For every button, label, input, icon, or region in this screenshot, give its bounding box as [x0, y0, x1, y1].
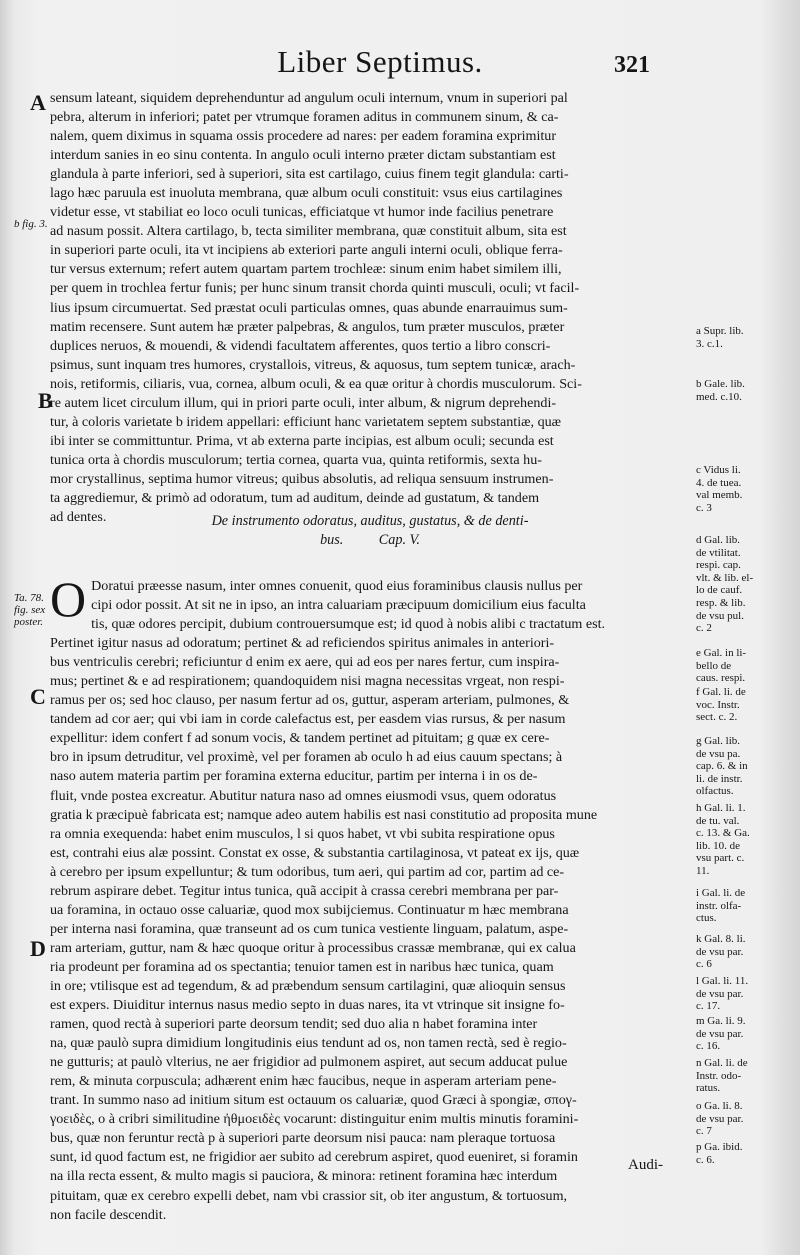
text-line: bro in ipsum detruditur, vel proximè, vel per foramen ab oculo h ad eius cauum spectans; à [50, 749, 563, 766]
note-line: val memb. [696, 489, 743, 502]
text-line: Doratui præesse nasum, inter omnes conuenit, quod eius foraminibus clausis nullus per [91, 578, 583, 594]
note-line: c. 2 [696, 622, 712, 635]
note-line: 4. de tuea. [696, 476, 742, 489]
text-line: ad dentes. [50, 509, 107, 526]
note-line: de vsu par. [696, 1027, 744, 1040]
text-line: ua foramina, in octauo osse caluariæ, quod mox subijciemus. Continuatur m hæc membrana [50, 901, 569, 918]
margin-note [696, 975, 796, 1013]
text-line: tur versus externum; refert autem quartam partem trochleæ: sinum enim habet similem illi, [50, 261, 562, 278]
margin-note [696, 933, 796, 971]
text-line: nalem, quem diximus in squama ossis procedere ad nares: per eadem foramina exprimitur [50, 128, 557, 145]
text-line: per interna nasi foramina, quæ transeunt ad os cum tunica vestiente linguam, palatum, aspe- [50, 920, 569, 937]
note-line: c. 13. & Ga. [696, 827, 750, 840]
note-line: c. 6 [696, 958, 712, 971]
note-line: de vsu par. [696, 987, 744, 1000]
text-line: ne gutturis; at paulò vlterius, ne aer frigidior ad pulmonem aspiret, aut secum adducat pulue [50, 1054, 568, 1071]
note-line: de tu. val. [696, 814, 740, 827]
note-line: c. 7 [696, 1125, 712, 1138]
text-line: naso autem materia partim per foramina externa educitur, partim per interna i in os de- [50, 768, 538, 785]
text-line: interdum sanies in eo sinu contenta. In angulo oculi interno præter dictam substantiam est [50, 147, 556, 164]
running-title: Liber Septimus. [277, 44, 483, 79]
note-line: i Gal. li. de [696, 887, 746, 899]
note-line: n Gal. li. de [696, 1057, 748, 1069]
note-line: ratus. [696, 1082, 721, 1095]
text-line: mor crystallinus, septima humor vitreus; quibus absolutis, ad reliqua sensuum instrumen- [50, 470, 554, 487]
margin-note [696, 1100, 796, 1138]
note-line: l Gal. li. 11. [696, 975, 749, 987]
text-line: tis, quæ odores percipit, dubium controuersumque est; id quod à nobis alibi c tractatum est. [91, 616, 606, 633]
text-line: mus; pertinet & e ad respirationem; quandoquidem nisi magna necessitas vrgeat, non respi- [50, 673, 565, 690]
margin-note [696, 464, 796, 514]
margin-note [696, 735, 796, 798]
text-line: tunica orta à chordis musculorum; tertia cornea, quarta vua, quinta retiformis, sexta hu- [50, 451, 542, 468]
text-line: videtur esse, vt stabiliat eo loco oculi tunicas, efficiatque vt humor inde facilius penetrare [50, 204, 554, 221]
note-line: lib. 10. de [696, 839, 740, 852]
note-line: resp. & lib. [696, 596, 746, 609]
text-line: tandem ad cor aer; qui vbi iam in corde calefactus est, per easdem vias rursus, & per nasum [50, 711, 566, 728]
text-line: per quem in trochlea fertur funis; per hunc sinum transit chorda quinti musculi, oculi; vt facil- [50, 280, 580, 297]
margin-note [696, 325, 796, 350]
note-line: de vsu par. [696, 1112, 744, 1125]
note-line: a Supr. lib. [696, 325, 744, 337]
text-line: ram arteriam, guttur, nam & hæc quoque oritur à processibus crassæ membranæ, qui ex calua [50, 939, 576, 956]
margin-note [696, 802, 796, 878]
note-line: de vsu par. [696, 945, 744, 958]
note-line: g Gal. lib. [696, 735, 740, 747]
text-line: pituitam, quæ ex cerebro expelli debet, nam vbi crassior sit, ob iter angustum, & tortuosum, [50, 1187, 568, 1204]
note-line: respi. cap. [696, 559, 741, 572]
text-line: expellitur: idem confert f ad sonum vocis, & tandem pertinet ad pituitam; g quæ ex cere- [50, 730, 550, 747]
note-line: vlt. & lib. el- [696, 571, 754, 584]
note-line: med. c.10. [696, 390, 742, 403]
text-line: Pertinet igitur nasus ad odoratum; pertinet & ad reficiendos spiritus animales in anteriori- [50, 635, 555, 652]
note-line: poster. [14, 616, 44, 628]
text-line: nois, retiformis, ciliaris, vua, cornea, album oculi, & ea quæ oritur à chordis musculorum. Sci- [50, 375, 582, 392]
note-line: p Ga. ibid. [696, 1141, 743, 1153]
margin-note [696, 378, 796, 403]
note-line: lo de cauf. [696, 584, 743, 597]
margin-note [696, 686, 796, 724]
margin-note [696, 647, 796, 685]
catchword: Audi- [628, 1157, 663, 1173]
text-line: trant. In summo naso ad initium situm est octauum os caluariæ, quod Græci à spongiæ, σπογ- [50, 1092, 577, 1109]
text-line: matim recensere. Sunt autem hæ præter palpebras, & angulos, tum præter musculos, præter [50, 318, 565, 335]
text-line: γοειδὲς, o à cribri similitudine ἠθμοειδὲς vocarunt: distinguitur enim multis minutis foramini- [50, 1111, 579, 1128]
text-line: ra omnia exequenda: habet enim musculos, l si quos habet, vt vbi subita respiratione opus [50, 825, 555, 842]
text-line: tur, à coloris varietate b iridem appellari: efficiunt hanc varietatem septem substantiæ, quæ [50, 413, 562, 430]
section-letter-b: B [38, 388, 53, 413]
note-line: voc. Instr. [696, 698, 740, 711]
note-line: c. 6. [696, 1153, 715, 1166]
note-line: ctus. [696, 912, 717, 925]
note-line: de vsu pul. [696, 609, 744, 622]
text-line: psimus, sunt inquam tres humores, crystallois, vitreus, & aquosus, tum septem tunicæ, arach- [50, 356, 576, 373]
text-line: gratia k præcipuè fabricata est; namque adeo autem habilis est nasi constitutio ad proposita mune [50, 806, 598, 823]
text-line: ad nasum possit. Altera cartilago, b, tecta similiter membrana, quæ constituit album, sita est [50, 223, 567, 240]
text-line: ta aggrediemur, & primò ad odoratum, tum ad auditum, deinde ad gustatum, & tandem [50, 489, 540, 506]
section-letter-c: C [30, 684, 46, 709]
note-line: c Vidus li. [696, 464, 741, 476]
body-text-top [50, 89, 690, 527]
text-line: ria prodeunt per foramina ad os spectantia; tenuior tamen est in naribus hæc tunica, quam [50, 958, 554, 975]
body-text-bottom [50, 571, 690, 1225]
note-line: de vsu pa. [696, 747, 741, 760]
margin-note [696, 1015, 796, 1053]
note-line: h Gal. li. 1. [696, 802, 746, 814]
chapter-title-cont [50, 531, 690, 550]
note-line: e Gal. in li- [696, 647, 747, 659]
drop-capital: O [50, 571, 87, 627]
note-line: b Gale. lib. [696, 378, 745, 390]
note-line: 3. c.1. [696, 337, 723, 350]
text-line: duplices neruos, & mouendi, & videndi facultatem afferentes, quos tertio a libro conscri- [50, 337, 551, 354]
text-line: ramen, quod rectà à superiori parte deorsum tendit; sed duo alia n habet foramina inter [50, 1016, 538, 1033]
text-line: fluit, vnde postea excreatur. Abutitur natura naso ad omnes eiusmodi vsus, quem odoratus [50, 787, 557, 804]
text-line: bus ventriculis cerebri; reficiuntur d enim ex aere, qui ad eos per nares fertur, cum inspira- [50, 654, 560, 671]
chapter-heading [50, 512, 690, 550]
text-line: pebra, alterum in inferiori; patet per vtrumque foramen aditus in communem sinum, & ca- [50, 109, 559, 126]
note-line: k Gal. 8. li. [696, 933, 746, 945]
note-line: c. 3 [696, 501, 712, 514]
running-head [0, 44, 800, 84]
chapter-title-end: bus. [320, 532, 344, 548]
text-line: re autem licet circulum illum, qui in priori parte oculi, inter album, & nigrum deprehendi- [50, 394, 557, 411]
text-line: sensum lateant, siquidem deprehenduntur ad angulum oculi internum, vnum in superiori pal [50, 90, 568, 106]
text-line: est expers. Diuiditur internus nasus medio septo in duas nares, ita vt vtrinque sit insigne fo- [50, 997, 565, 1014]
chapter-title: De instrumento odoratus, auditus, gustatus, & de denti- [211, 513, 529, 529]
section-letter-d: D [30, 936, 46, 961]
text-line: rebrum aspirare debet. Tegitur intus tunica, quã accipit à crassa cerebri membrana per par- [50, 882, 559, 899]
note-line: d Gal. lib. [696, 534, 740, 546]
left-margin-note-table [14, 592, 45, 628]
note-line: f Gal. li. de [696, 686, 746, 698]
text-line: sunt, id quod factum est, ne frigidior aer subito ad cerebrum aspiret, quod eueniret, si foramin [50, 1149, 578, 1166]
page-number: 321 [614, 52, 650, 78]
margin-note [696, 1057, 796, 1095]
text-line: rem, & minuta corpuscula; adhærent enim hæc faucibus, neque in asperam arteriam pene- [50, 1073, 557, 1090]
note-line: caus. respi. [696, 672, 746, 685]
text-line: na illa recta essent, & multo magis si pauciora, & minora: retinent foramina hæc interdum [50, 1168, 558, 1185]
margin-note [696, 534, 796, 635]
text-line: lago hæc paruula est inuoluta membrana, quæ album oculi constituit: vsus eius cartilagines [50, 185, 563, 202]
text-line: cipi odor possit. At sit ne in ipso, an intra caluariam præcipuum domicilium eius faculta [91, 597, 586, 614]
note-line: de vtilitat. [696, 546, 741, 559]
note-line: o Ga. li. 8. [696, 1100, 743, 1112]
note-line: fig. sex [14, 604, 46, 616]
text-line: na, quæ paulò supra dimidium longitudinis eius tendunt ad os, non tamen rectà, sed è regio- [50, 1035, 567, 1052]
text-line: in superiori parte oculi, ita vt incipiens ab exteriori parte anguli interni oculi, oblique ferra- [50, 242, 563, 259]
note-line: cap. 6. & in [696, 760, 748, 773]
text-line: ramus per os; sed hoc clauso, per nasum fertur ad os, guttur, asperam arteriam, pulmones, & [50, 692, 570, 709]
margin-note [696, 1141, 796, 1166]
note-line: li. de instr. [696, 772, 743, 785]
text-line: in ore; vtilisque est ad tegendum, & ad præbendum sensum cartilagini, quæ alioquin sensus [50, 977, 566, 994]
note-line: c. 16. [696, 1040, 721, 1053]
note-line: 11. [696, 864, 710, 877]
note-line: Ta. 78. [14, 592, 44, 604]
note-line: instr. olfa- [696, 899, 742, 912]
text-line: ibi inter se committuntur. Prima, vt ab externa parte incipias, est album oculi; secunda est [50, 432, 554, 449]
text-line: lius ipsum circumuertat. Sed præstat oculi particulas omnes, quas abunde enarrauimus sum- [50, 299, 568, 316]
note-line: c. 17. [696, 1000, 721, 1013]
margin-note [696, 887, 796, 925]
chapter-number: Cap. V. [378, 532, 420, 548]
note-line: m Ga. li. 9. [696, 1015, 746, 1027]
note-line: sect. c. 2. [696, 711, 738, 724]
text-line: glandula à parte inferiori, sed à superiori, sita est cartilago, cuius finem tegit glandula: carti- [50, 166, 569, 183]
note-line: Instr. odo- [696, 1069, 742, 1082]
text-line: est, contrahi eius alæ possint. Constat ex osse, & substantia cartilaginosa, vt pateat ex ijs, quæ [50, 844, 580, 861]
left-margin-note: b fig. 3. [14, 218, 48, 230]
text-line: non facile descendit. [50, 1206, 167, 1223]
text-line: bus, quæ non feruntur rectà p à superiori parte deorsum nisi pauca: nam pleraque tortuosa [50, 1130, 556, 1147]
note-line: vsu part. c. [696, 852, 745, 865]
note-line: olfactus. [696, 785, 734, 798]
section-letter-a: A [30, 90, 46, 115]
text-line: à cerebro per ipsum expelluntur; & tum odoribus, tum aeri, qui partim ad cor, partim ad ce- [50, 863, 565, 880]
note-line: bello de [696, 659, 732, 672]
